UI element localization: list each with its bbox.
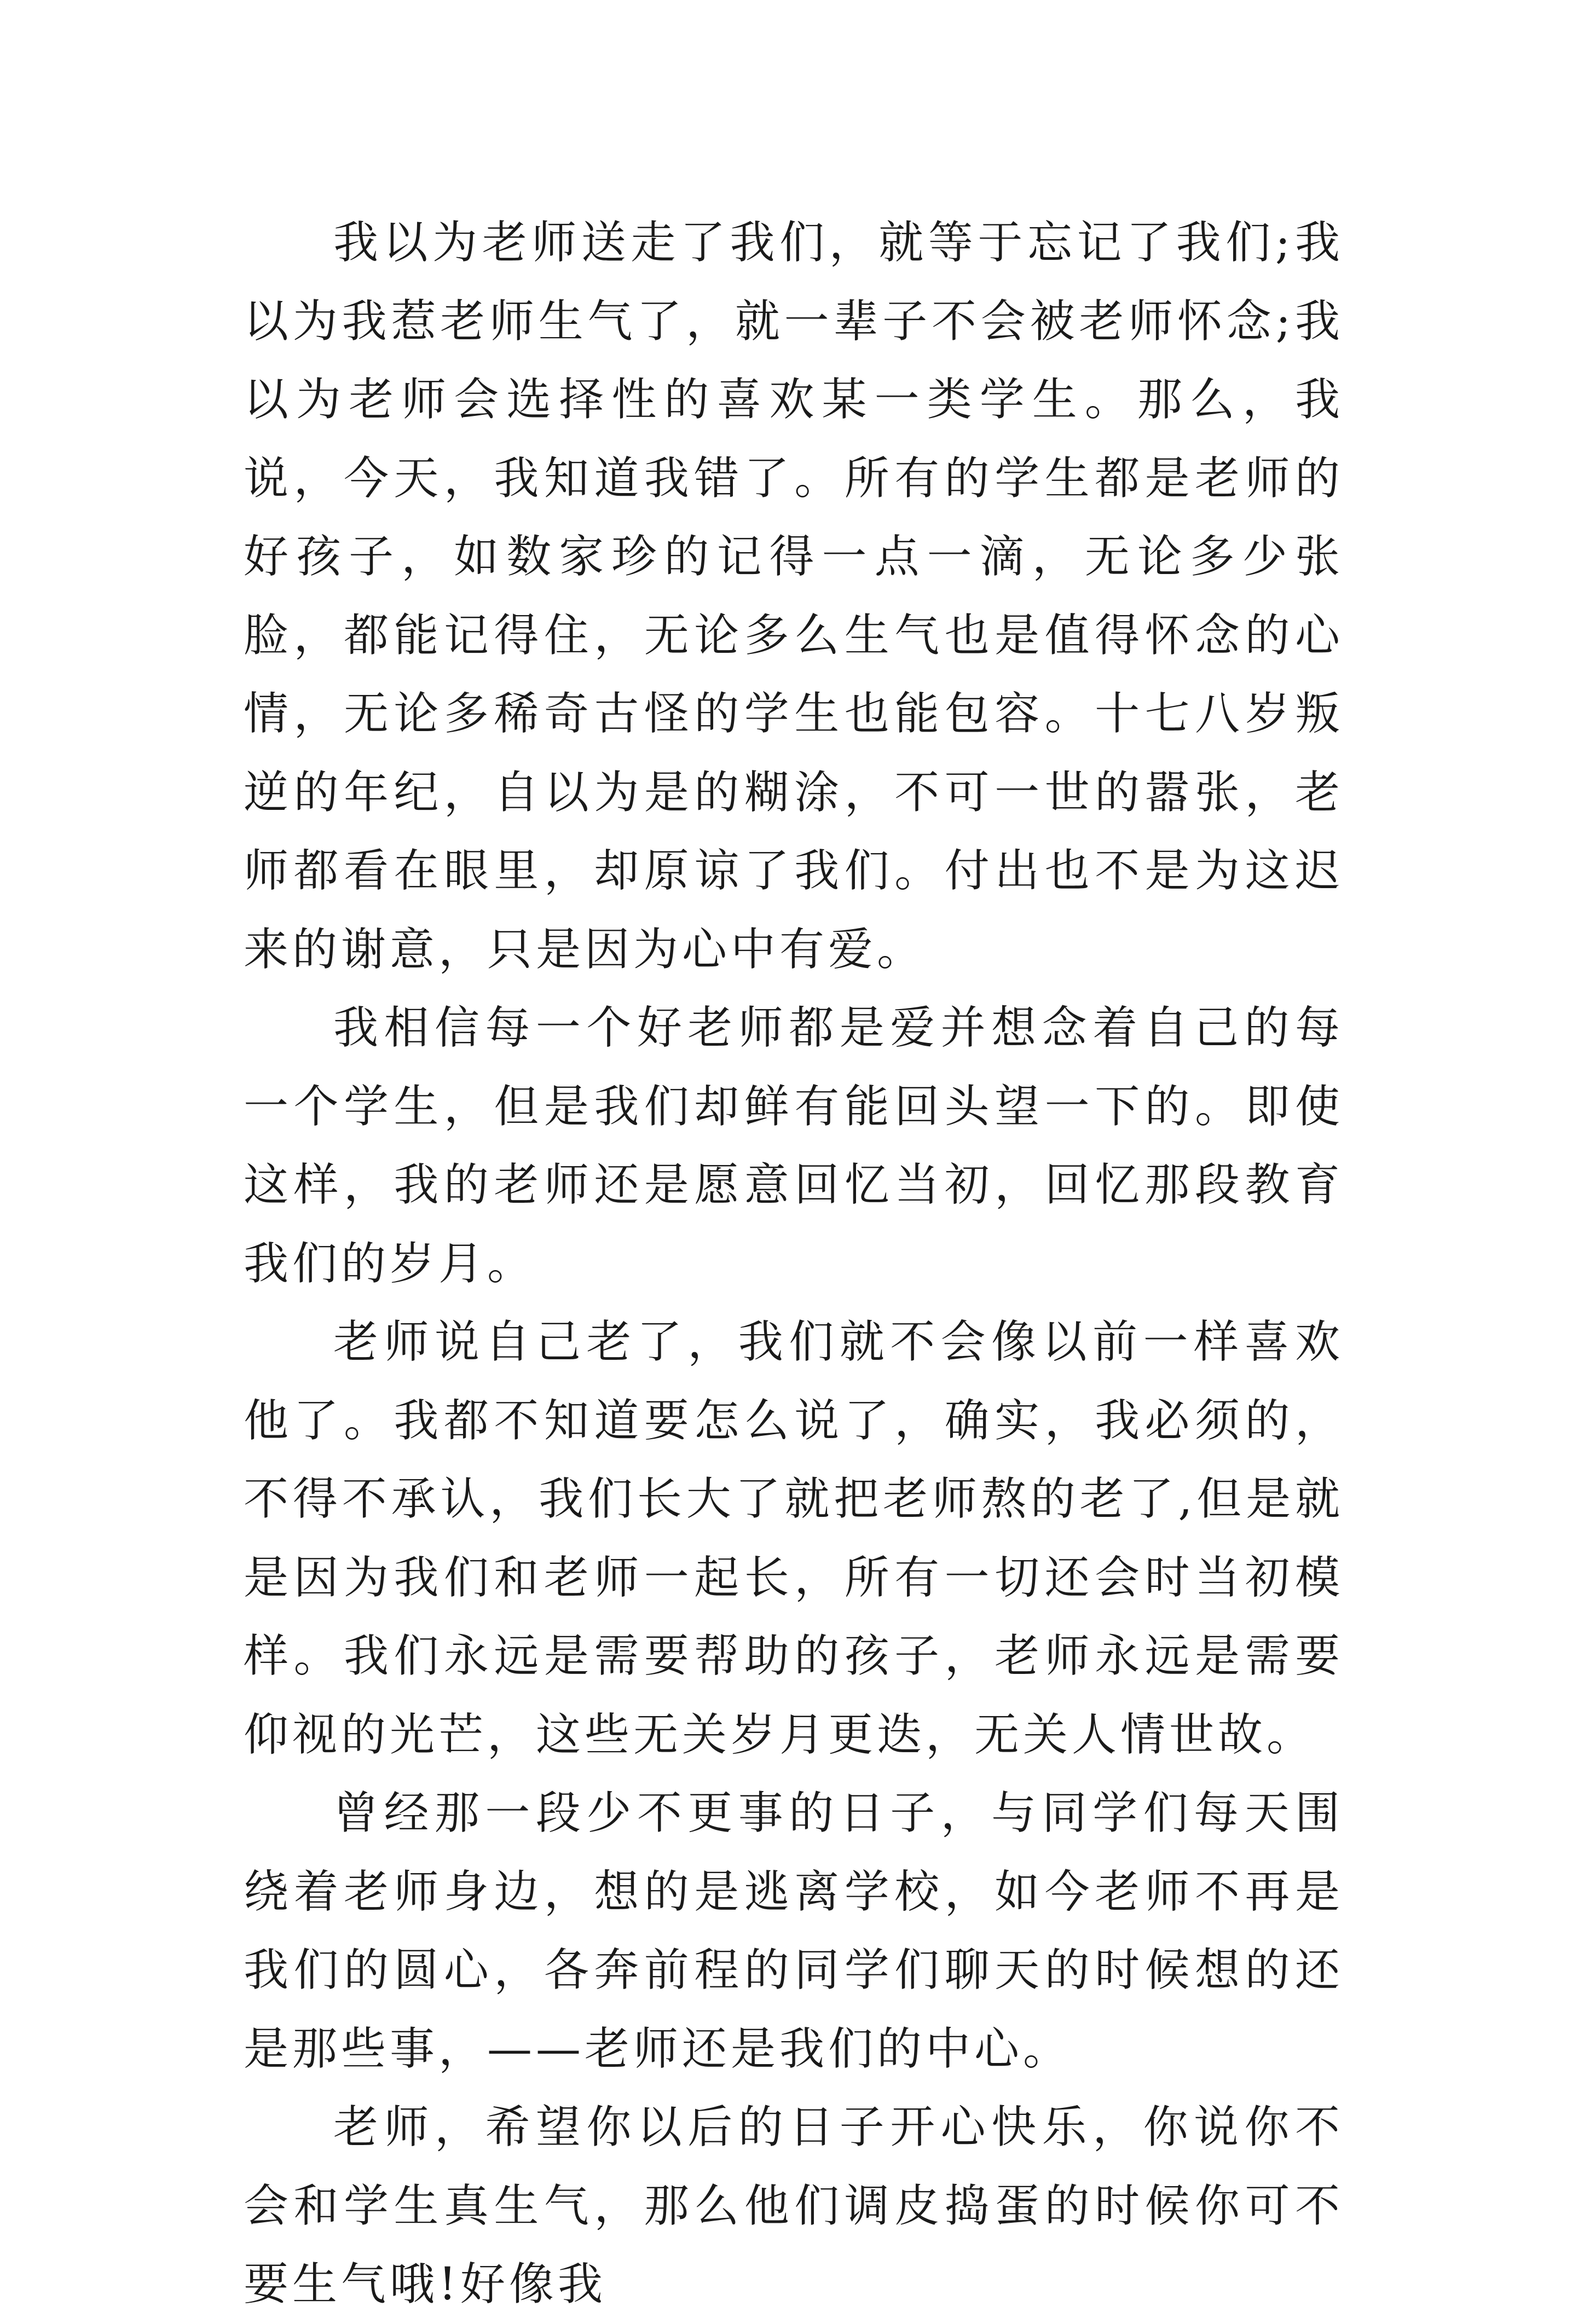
paragraph-4: 曾经那一段少不更事的日子，与同学们每天围绕着老师身边，想的是逃离学校，如今老师不再是我们的圆心，各奔前程的同学们聊天的时候想的还是那些事，——老师还是我们的中心。	[244, 1787, 1344, 2075]
paragraph-5: 老师，希望你以后的日子开心快乐，你说你不会和学生真生气，那么他们调皮捣蛋的时候你可不要生气哦!好像我	[244, 2101, 1344, 2310]
paragraph-1: 我以为老师送走了我们，就等于忘记了我们;我以为我惹老师生气了，就一辈子不会被老师怀念;我以为老师会选择性的喜欢某一类学生。那么，我说，今天，我知道我错了。所有的学生都是老师的好孩子，如数家珍的记得一点一滴，无论多少张脸，都能记得住，无论多么生气也是值得怀念的心情，无论多稀奇古怪的学生也能包容。十七八岁叛逆的年纪，自以为是的糊涂，不可一世的嚣张，老师都看在眼里，却原谅了我们。付出也不是为这迟来的谢意，只是因为心中有爱。	[244, 217, 1344, 976]
body-text	[244, 204, 1344, 2324]
paragraph-3: 老师说自己老了，我们就不会像以前一样喜欢他了。我都不知道要怎么说了，确实，我必须的，不得不承认，我们长大了就把老师熬的老了,但是就是因为我们和老师一起长，所有一切还会时当初模样。我们永远是需要帮助的孩子，老师永远是需要仰视的光芒，这些无关岁月更迭，无关人情世故。	[244, 1316, 1344, 1761]
paragraph-2: 我相信每一个好老师都是爱并想念着自己的每一个学生，但是我们却鲜有能回头望一下的。即使这样，我的老师还是愿意回忆当初，回忆那段教育我们的岁月。	[244, 1002, 1344, 1290]
